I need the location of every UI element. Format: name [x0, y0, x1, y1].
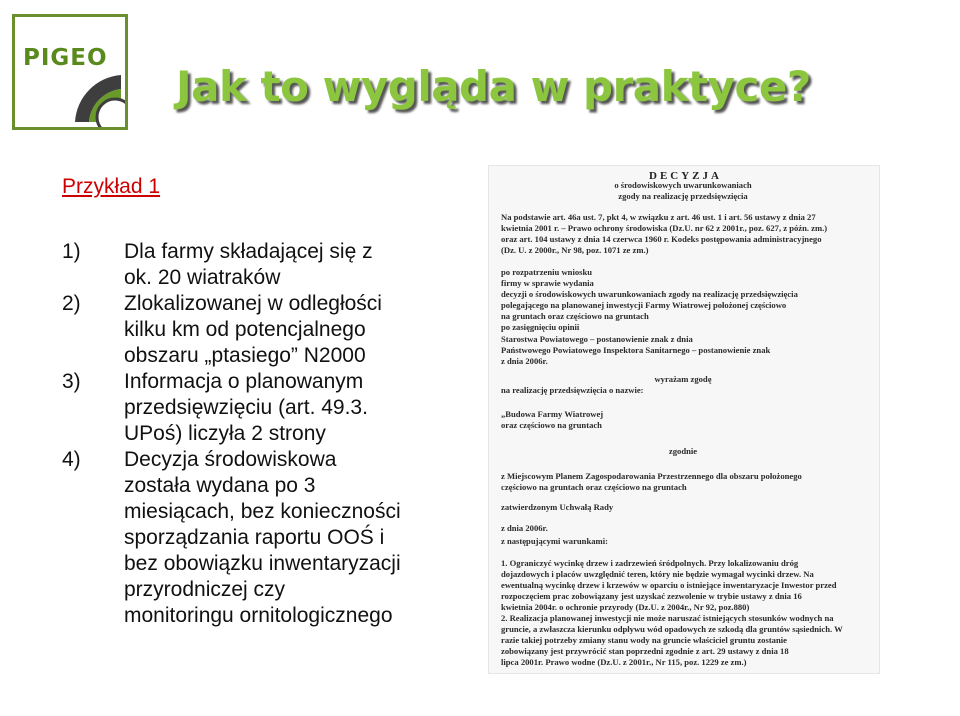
pigeo-logo [12, 14, 128, 130]
item-number: 3) [62, 370, 81, 393]
document-text-line: częściowo na gruntach oraz częściowo na gruntach [501, 482, 687, 492]
document-text-line: po rozpatrzeniu wniosku [501, 267, 593, 277]
document-text-line: dojazdowych i placów uwzględnić teren, który nie będzie wymagał wycinki drzew. Na [501, 569, 814, 579]
document-text-line: zatwierdzonym Uchwałą Rady [501, 502, 614, 512]
document-text-line: Państwowego Powiatowego Inspektora Sanitarnego – postanowienie znak [501, 345, 771, 355]
list-item [62, 447, 482, 629]
item-line: Zlokalizowanej w odległości [124, 292, 382, 315]
document-text-line: oraz art. 104 ustawy z dnia 14 czerwca 1960 r. Kodeks postępowania administracyjnego [501, 234, 822, 244]
item-line: monitoringu ornitologicznego [124, 604, 393, 627]
document-text-line: decyzji o środowiskowych uwarunkowaniach zgody na realizację przedsięwzięcia [501, 289, 798, 299]
document-text-line: razie takiej potrzeby zmiany stanu wody na gruncie właściciel gruntu zostanie [501, 635, 787, 645]
document-text-line: zgodnie [668, 446, 698, 456]
example-heading: Przykład 1 [62, 175, 161, 198]
list-item [62, 369, 482, 447]
document-text-line: zobowiązany jest przywrócić stan poprzedni zgodnie z art. 29 ustawy z dnia 18 [501, 646, 789, 656]
item-line: przedsięwzięciu (art. 49.3. [124, 396, 368, 419]
document-text-line: (Dz. U. z 2000r., Nr 98, poz. 1071 ze zm.) [501, 245, 649, 255]
item-line: miesiącach, bez konieczności [124, 500, 401, 523]
item-line: przyrodniczej czy [124, 578, 286, 601]
item-line: kilku km od potencjalnego [124, 318, 366, 341]
document-text-line: kwietnia 2004r. o ochronie przyrody (Dz.U. z 2004r., Nr 92, poz.880) [501, 602, 750, 612]
document-text-line: z następującymi warunkami: [501, 536, 608, 546]
document-text-line: firmy w sprawie wydania [501, 278, 594, 288]
document-text-line: z Miejscowym Planem Zagospodarowania Przestrzennego dla obszaru położonego [501, 471, 802, 481]
item-line: Decyzja środowiskowa [124, 448, 337, 471]
document-text-line: Starostwa Powiatowego – postanowienie znak z dnia [501, 334, 693, 344]
logo-graphic [15, 17, 125, 127]
document-text-line: z dnia 2006r. [501, 523, 548, 533]
list-item [62, 291, 482, 369]
document-text-line: 2. Realizacja planowanej inwestycji nie może naruszać istniejących stosunków wodnych na [501, 613, 834, 623]
item-number: 1) [62, 240, 81, 263]
item-number: 2) [62, 292, 81, 315]
document-text-line: rozpoczęciem prac zobowiązany jest uzyskać zezwolenie w trybie ustawy z dnia 16 [501, 591, 802, 601]
item-line: Informacja o planowanym [124, 370, 364, 393]
document-text-line: Na podstawie art. 46a ust. 7, pkt 4, w związku z art. 46 ust. 1 i art. 56 ustawy z dnia 27 [501, 212, 816, 222]
document-text-line: z dnia 2006r. [501, 356, 548, 366]
document-text-line: na gruntach oraz częściowo na gruntach [501, 311, 649, 321]
document-text-line: kwietnia 2001 r. – Prawo ochrony środowiska (Dz.U. nr 62 z 2001r., poz. 627, z późn. zm.) [501, 223, 828, 233]
document-text-line: po zasięgnięciu opinii [501, 322, 580, 332]
item-line: bez obowiązku inwentaryzacji [124, 552, 401, 575]
logo-text: PIGEO [23, 45, 108, 71]
document-text-line: o środowiskowych uwarunkowaniach [614, 180, 752, 190]
slide-title: Jak to wygląda w praktyce? [176, 62, 811, 111]
document-text-line: „Budowa Farmy Wiatrowej [501, 409, 604, 419]
document-text-line: wyrażam zgodę [654, 374, 712, 384]
item-number: 4) [62, 448, 81, 471]
document-text-line: oraz częściowo na gruntach [501, 420, 602, 430]
document-text-line: ewentualną wycinkę drzew i krzewów w oparciu o istniejące inwentaryzacje Inwestor przed [501, 580, 837, 590]
item-line: sporządzania raportu OOŚ i [124, 526, 385, 549]
document-heading: DECYZJA [649, 170, 722, 182]
item-line: obszaru „ptasiego” N2000 [124, 344, 366, 367]
scanned-decision-document [488, 165, 880, 674]
document-text-line: na realizację przedsięwzięcia o nazwie: [501, 385, 644, 395]
item-line: ok. 20 wiatraków [124, 266, 281, 289]
document-text-line: 1. Ograniczyć wycinkę drzew i zadrzewień śródpolnych. Przy lokalizowaniu dróg [501, 558, 799, 568]
item-line: UPoś) liczyła 2 strony [124, 422, 326, 445]
document-text-line: polegającego na planowanej inwestycji Farmy Wiatrowej położonej częściowo [501, 300, 787, 310]
findings-list [62, 239, 482, 629]
item-line: została wydana po 3 [124, 474, 316, 497]
document-text-line: zgody na realizację przedsięwzięcia [618, 191, 748, 201]
document-text-line: lipca 2001r. Prawo wodne (Dz.U. z 2001r., Nr 115, poz. 1229 ze zm.) [501, 657, 747, 667]
list-item [62, 239, 482, 291]
item-line: Dla farmy składającej się z [124, 240, 373, 263]
document-text-line: gruncie, a zwłaszcza kierunku odpływu wód opadowych ze szkodą dla gruntów sąsiednich. W [501, 624, 843, 634]
